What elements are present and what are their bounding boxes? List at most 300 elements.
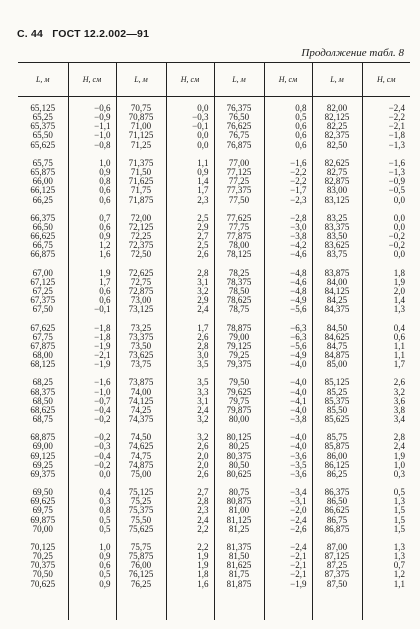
value-group <box>364 269 406 315</box>
length-value: 81,25 <box>228 523 250 534</box>
height-value: −4,0 <box>290 432 307 443</box>
length-value: 81,125 <box>226 514 252 525</box>
height-value: 1,9 <box>393 276 405 287</box>
length-value: 78,75 <box>228 304 250 315</box>
height-value: 2,7 <box>197 231 209 242</box>
length-value: 70,875 <box>128 112 154 123</box>
length-value: 87,125 <box>324 551 350 562</box>
value-group <box>266 433 307 479</box>
value-group <box>118 543 165 589</box>
value-group <box>70 488 111 534</box>
length-value: 74,875 <box>128 459 154 470</box>
value-group <box>364 433 406 479</box>
column-header-height: H, см <box>166 63 214 97</box>
height-value: 1,1 <box>393 340 405 351</box>
length-value: 85,50 <box>326 404 348 415</box>
height-value: 1,0 <box>99 542 111 552</box>
height-value: −1,8 <box>94 322 111 333</box>
height-value: 0,8 <box>99 176 111 187</box>
value-group <box>168 159 209 205</box>
value-group <box>118 488 165 534</box>
length-value: 68,625 <box>30 404 56 415</box>
height-value: 0,6 <box>99 221 111 232</box>
length-value: 77,125 <box>226 167 252 178</box>
height-value: −0,1 <box>192 121 209 132</box>
height-value: 0,7 <box>99 212 111 223</box>
length-value: 80,625 <box>226 468 252 479</box>
height-value: −4,0 <box>290 386 307 397</box>
value-group <box>314 488 361 534</box>
length-value: 76,50 <box>228 112 250 123</box>
length-value: 65,50 <box>32 130 53 141</box>
height-value: 0,0 <box>99 468 111 479</box>
height-value: 2,6 <box>393 377 405 388</box>
length-value: 71,75 <box>130 185 152 196</box>
height-value: 0,6 <box>99 185 111 196</box>
length-value: 79,375 <box>226 359 252 370</box>
value-group <box>19 433 67 479</box>
height-value: −1,9 <box>290 578 307 589</box>
height-column <box>166 97 214 621</box>
height-value: −2,1 <box>290 560 307 571</box>
height-value: −2,0 <box>290 505 307 516</box>
height-value: 1,7 <box>197 185 209 196</box>
height-value: −0,2 <box>388 240 405 251</box>
value-group <box>70 378 111 424</box>
height-value: 1,7 <box>393 359 405 370</box>
length-value: 73,375 <box>128 331 154 342</box>
length-value: 72,00 <box>130 212 152 223</box>
height-value: −6,3 <box>290 331 307 342</box>
height-value: 0,5 <box>393 487 405 498</box>
value-group <box>118 324 165 370</box>
height-value: 0,6 <box>99 285 111 296</box>
height-value: −2,4 <box>388 103 405 113</box>
page-number: С. 44 <box>17 28 44 40</box>
height-value: −6,3 <box>290 322 307 333</box>
length-value: 77,25 <box>228 176 250 187</box>
height-value: −0,8 <box>94 139 111 150</box>
height-value: 1,5 <box>393 505 405 516</box>
length-value: 69,75 <box>32 505 53 516</box>
height-value: −2,1 <box>388 121 405 132</box>
length-value: 67,00 <box>32 267 53 278</box>
value-group <box>314 214 361 260</box>
table-header-row <box>18 63 410 97</box>
height-value: −5,6 <box>290 304 307 315</box>
height-value: −1,3 <box>388 167 405 178</box>
length-value: 79,625 <box>226 386 252 397</box>
height-value: −0,9 <box>388 176 405 187</box>
length-value: 79,00 <box>228 331 250 342</box>
length-value: 86,875 <box>324 523 350 534</box>
length-value: 82,125 <box>324 112 350 123</box>
length-value: 72,50 <box>130 249 152 260</box>
height-value: 0,6 <box>295 139 307 150</box>
length-value: 84,50 <box>326 322 348 333</box>
length-value: 81,50 <box>228 551 250 562</box>
length-value: 69,625 <box>30 496 56 507</box>
height-value: 1,4 <box>197 176 209 187</box>
value-group <box>70 324 111 370</box>
length-value: 85,25 <box>326 386 348 397</box>
length-value: 83,00 <box>326 185 348 196</box>
height-value: 3,5 <box>197 359 209 370</box>
height-value: 0,0 <box>393 249 405 260</box>
length-value: 85,625 <box>324 414 350 424</box>
height-value: 1,8 <box>197 569 209 580</box>
height-value: −0,9 <box>94 112 111 123</box>
length-value: 69,875 <box>30 514 56 525</box>
length-value: 79,125 <box>226 340 252 351</box>
value-group <box>266 159 307 205</box>
value-group <box>364 488 406 534</box>
height-value: 2,5 <box>197 212 209 223</box>
length-value: 65,125 <box>30 103 56 113</box>
value-group <box>70 269 111 315</box>
value-group <box>364 378 406 424</box>
height-value: 2,0 <box>197 459 209 470</box>
length-value: 80,125 <box>226 432 252 443</box>
length-value: 84,375 <box>324 304 350 315</box>
height-value: 1,1 <box>393 578 405 589</box>
height-value: −5,6 <box>290 340 307 351</box>
height-value: −4,6 <box>290 249 307 260</box>
height-value: −3,0 <box>290 221 307 232</box>
height-value: −0,7 <box>94 395 111 406</box>
length-value: 67,75 <box>32 331 53 342</box>
height-value: 2,8 <box>197 496 209 507</box>
length-value: 70,125 <box>30 542 56 552</box>
length-value: 71,625 <box>128 176 154 187</box>
length-value: 84,125 <box>324 285 350 296</box>
height-column <box>68 97 116 621</box>
length-value: 83,875 <box>324 267 350 278</box>
height-value: 1,6 <box>99 249 111 260</box>
height-value: −1,9 <box>94 359 111 370</box>
length-value: 85,375 <box>324 395 350 406</box>
length-value: 84,875 <box>324 349 350 360</box>
length-value: 78,00 <box>228 240 250 251</box>
length-value: 82,00 <box>326 103 348 113</box>
length-value: 77,625 <box>226 212 252 223</box>
height-value: 3,3 <box>197 386 209 397</box>
value-group <box>19 543 67 589</box>
length-value: 86,125 <box>324 459 350 470</box>
height-value: 3,2 <box>197 414 209 424</box>
height-value: −0,3 <box>94 441 111 452</box>
value-group <box>314 159 361 205</box>
height-value: 2,5 <box>197 240 209 251</box>
length-value: 85,00 <box>326 359 348 370</box>
length-value: 70,50 <box>32 569 53 580</box>
length-value: 77,50 <box>228 194 250 205</box>
length-value: 86,00 <box>326 450 348 461</box>
column-header-height: H, см <box>68 63 116 97</box>
length-value: 65,625 <box>30 139 56 150</box>
height-value: 0,6 <box>99 560 111 571</box>
column-header-length: L, м <box>18 63 68 97</box>
length-value: 65,25 <box>32 112 53 123</box>
height-value: 2,0 <box>197 450 209 461</box>
length-value: 67,875 <box>30 340 56 351</box>
height-value: 0,0 <box>393 194 405 205</box>
length-value: 75,75 <box>130 542 152 552</box>
height-value: 1,6 <box>197 578 209 589</box>
length-value: 81,75 <box>228 569 250 580</box>
length-value: 73,50 <box>130 340 152 351</box>
length-value: 68,875 <box>30 432 56 443</box>
height-value: 2,0 <box>393 285 405 296</box>
length-value: 72,75 <box>130 276 152 287</box>
height-value: 1,2 <box>99 240 111 251</box>
height-value: 2,3 <box>197 505 209 516</box>
length-value: 74,625 <box>128 441 154 452</box>
height-value: 1,0 <box>99 157 111 168</box>
height-value: 2,8 <box>197 267 209 278</box>
length-value: 73,625 <box>128 349 154 360</box>
length-value: 77,00 <box>228 157 250 168</box>
height-value: −0,1 <box>94 304 111 315</box>
height-value: 0,6 <box>99 295 111 306</box>
height-value: −1,6 <box>388 157 405 168</box>
length-value: 84,25 <box>326 295 348 306</box>
length-value: 86,25 <box>326 468 348 479</box>
height-value: 3,2 <box>393 386 405 397</box>
length-value: 77,875 <box>226 231 252 242</box>
height-value: 0,8 <box>99 505 111 516</box>
value-group <box>314 433 361 479</box>
column-header-height: H, см <box>264 63 312 97</box>
height-value: 1,9 <box>197 560 209 571</box>
height-value: 0,6 <box>393 331 405 342</box>
length-column <box>18 97 68 621</box>
length-value: 80,375 <box>226 450 252 461</box>
value-group <box>266 324 307 370</box>
length-value: 74,25 <box>130 404 152 415</box>
length-value: 65,375 <box>30 121 56 132</box>
length-value: 71,875 <box>128 194 154 205</box>
value-group <box>314 543 361 589</box>
height-value: −4,1 <box>290 395 307 406</box>
length-value: 85,125 <box>324 377 350 388</box>
height-value: 1,5 <box>393 523 405 534</box>
height-value: −0,3 <box>192 112 209 123</box>
length-value: 74,75 <box>130 450 152 461</box>
value-group <box>118 269 165 315</box>
height-value: 2,4 <box>197 304 209 315</box>
height-value: −2,2 <box>290 176 307 187</box>
length-value: 75,00 <box>130 468 152 479</box>
height-value: 0,4 <box>393 322 405 333</box>
length-value: 82,75 <box>326 167 348 178</box>
value-group <box>19 324 67 370</box>
height-value: 0,9 <box>99 551 111 562</box>
height-value: 0,0 <box>197 139 209 150</box>
length-value: 66,25 <box>32 194 53 205</box>
height-value: −2,1 <box>94 349 111 360</box>
height-value: −1,0 <box>94 386 111 397</box>
length-value: 76,875 <box>226 139 252 150</box>
height-value: 1,3 <box>393 496 405 507</box>
value-group <box>168 104 209 150</box>
value-group <box>168 488 209 534</box>
height-value: 1,1 <box>197 157 209 168</box>
height-value: 0,8 <box>295 103 307 113</box>
length-value: 79,50 <box>228 377 250 388</box>
standard-number: ГОСТ 12.2.002—91 <box>52 28 150 40</box>
height-value: 1,8 <box>393 267 405 278</box>
length-value: 68,25 <box>32 377 53 388</box>
height-value: 3,0 <box>197 349 209 360</box>
value-group <box>314 269 361 315</box>
height-value: 2,6 <box>197 331 209 342</box>
height-value: 0,0 <box>197 130 209 141</box>
length-value: 71,125 <box>128 130 154 141</box>
length-value: 72,375 <box>128 240 154 251</box>
height-value: −4,0 <box>290 377 307 388</box>
height-value: −3,1 <box>290 496 307 507</box>
value-group <box>19 214 67 260</box>
length-value: 75,625 <box>128 523 154 534</box>
data-table <box>18 62 410 620</box>
value-group <box>168 378 209 424</box>
height-value: 1,4 <box>393 295 405 306</box>
value-group <box>168 214 209 260</box>
height-value: 1,9 <box>99 267 111 278</box>
height-value: −0,2 <box>94 432 111 443</box>
value-group <box>216 378 263 424</box>
height-value: 2,2 <box>197 542 209 552</box>
value-group <box>266 488 307 534</box>
length-value: 67,375 <box>30 295 56 306</box>
length-value: 78,50 <box>228 285 250 296</box>
length-value: 70,75 <box>130 103 152 113</box>
height-value: −4,6 <box>290 276 307 287</box>
height-value: −4,9 <box>290 295 307 306</box>
value-group <box>118 159 165 205</box>
height-value: 1,5 <box>393 514 405 525</box>
length-value: 74,00 <box>130 386 152 397</box>
height-value: −2,6 <box>290 523 307 534</box>
length-value: 66,875 <box>30 249 56 260</box>
length-value: 69,25 <box>32 459 53 470</box>
length-column <box>214 97 264 621</box>
table-continuation-label: Продолжение табл. 8 <box>301 47 404 59</box>
height-value: 0,3 <box>99 496 111 507</box>
length-value: 76,75 <box>228 130 250 141</box>
value-group <box>266 378 307 424</box>
length-value: 80,00 <box>228 414 250 424</box>
length-value: 68,125 <box>30 359 56 370</box>
length-value: 74,125 <box>128 395 154 406</box>
value-group <box>266 214 307 260</box>
height-value: 0,5 <box>295 112 307 123</box>
length-value: 84,75 <box>326 340 348 351</box>
column-header-height: H, см <box>362 63 410 97</box>
length-value: 74,50 <box>130 432 152 443</box>
height-value: −3,8 <box>290 231 307 242</box>
value-group <box>168 324 209 370</box>
value-group <box>216 214 263 260</box>
length-value: 81,625 <box>226 560 252 571</box>
value-group <box>70 159 111 205</box>
length-value: 82,375 <box>324 130 350 141</box>
value-group <box>118 104 165 150</box>
value-group <box>168 433 209 479</box>
length-value: 78,125 <box>226 249 252 260</box>
height-value: 0,0 <box>393 221 405 232</box>
value-group <box>70 433 111 479</box>
height-value: −2,2 <box>290 167 307 178</box>
length-value: 86,50 <box>326 496 348 507</box>
length-value: 78,875 <box>226 322 252 333</box>
height-value: 3,5 <box>197 377 209 388</box>
value-group <box>364 214 406 260</box>
length-value: 78,25 <box>228 267 250 278</box>
length-value: 75,50 <box>130 514 152 525</box>
height-value: −2,1 <box>290 551 307 562</box>
height-value: 1,7 <box>197 322 209 333</box>
length-value: 68,50 <box>32 395 53 406</box>
value-group <box>19 159 67 205</box>
length-value: 81,00 <box>228 505 250 516</box>
length-value: 83,125 <box>324 194 350 205</box>
length-value: 79,25 <box>228 349 250 360</box>
length-value: 73,00 <box>130 295 152 306</box>
value-group <box>19 488 67 534</box>
height-value: 0,6 <box>295 130 307 141</box>
length-value: 65,875 <box>30 167 56 178</box>
height-value: −2,8 <box>290 212 307 223</box>
length-value: 73,875 <box>128 377 154 388</box>
height-value: −0,4 <box>94 404 111 415</box>
height-value: −0,5 <box>388 185 405 196</box>
length-value: 86,375 <box>324 487 350 498</box>
height-value: −2,2 <box>388 112 405 123</box>
length-value: 84,00 <box>326 276 348 287</box>
height-value: 1,3 <box>393 542 405 552</box>
height-value: 1,3 <box>393 304 405 315</box>
value-group <box>266 269 307 315</box>
length-value: 80,875 <box>226 496 252 507</box>
height-value: 0,5 <box>99 569 111 580</box>
length-value: 71,50 <box>130 167 152 178</box>
length-value: 80,75 <box>228 487 250 498</box>
length-value: 70,00 <box>32 523 53 534</box>
height-value: 3,2 <box>197 432 209 443</box>
length-value: 82,875 <box>324 176 350 187</box>
height-value: −4,2 <box>290 240 307 251</box>
length-value: 80,25 <box>228 441 250 452</box>
height-value: 3,2 <box>197 285 209 296</box>
height-value: 2,7 <box>197 487 209 498</box>
length-value: 85,875 <box>324 441 350 452</box>
length-value: 82,625 <box>324 157 350 168</box>
length-value: 83,50 <box>326 231 348 242</box>
length-value: 76,125 <box>128 569 154 580</box>
value-group <box>266 104 307 150</box>
length-value: 78,375 <box>226 276 252 287</box>
value-group <box>168 543 209 589</box>
length-value: 71,375 <box>128 157 154 168</box>
length-value: 66,50 <box>32 221 53 232</box>
length-value: 75,875 <box>128 551 154 562</box>
length-value: 76,625 <box>226 121 252 132</box>
length-value: 78,625 <box>226 295 252 306</box>
height-value: 0,6 <box>295 121 307 132</box>
height-value: −3,6 <box>290 468 307 479</box>
